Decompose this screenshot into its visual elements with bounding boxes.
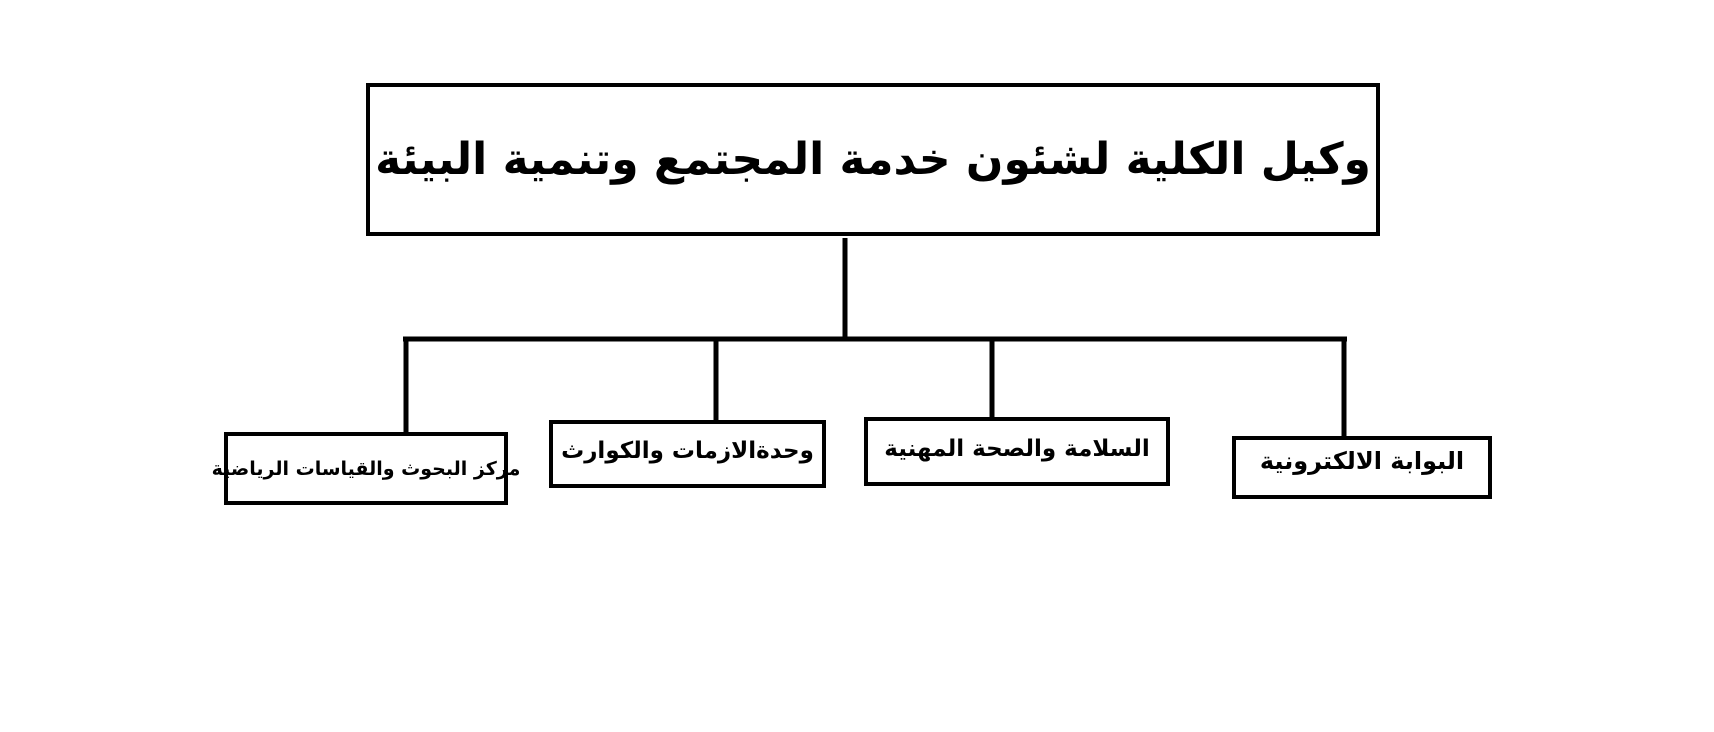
root-node-label: وكيل الكلية لشئون خدمة المجتمع وتنمية البيئة: [375, 134, 1371, 185]
child-node-label: البوابة الالكترونية: [1259, 446, 1465, 475]
child-node-label: وحدةالازمات والكوارث: [561, 438, 814, 464]
child-node-label: السلامة والصحة المهنية: [884, 435, 1150, 462]
child-node-label: مركز البحوث والقياسات الرياضية: [211, 457, 521, 480]
root-node-box: [366, 83, 1380, 236]
child-node-electronic-portal: [1232, 436, 1492, 499]
child-node-sports-research-center: [211, 432, 521, 505]
child-node-occupational-safety: [864, 417, 1170, 486]
child-node-crisis-unit: [549, 420, 826, 488]
